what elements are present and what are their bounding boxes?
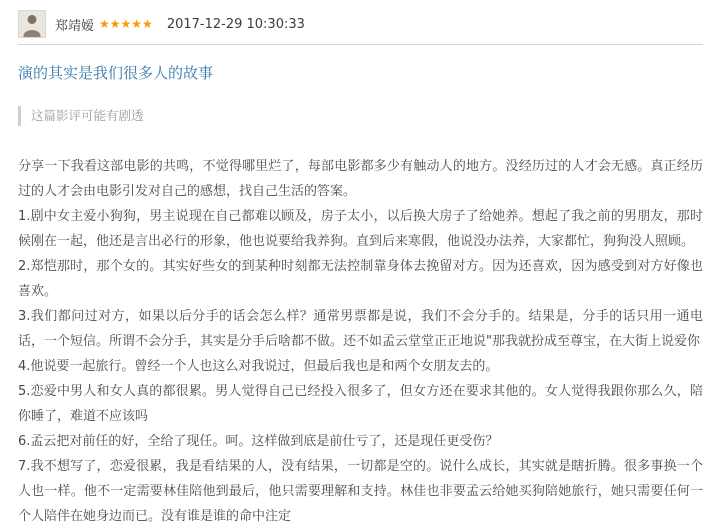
review-paragraph: 7.我不想写了，恋爱很累，我是看结果的人，没有结果，一切都是空的。说什么成长，其实就是瞎折腾。很多事换一个人也一样。他不一定需要林佳陪他到最后，他只需要理解和支持。林佳也非要孟云给她买狗陪她旅行，她只需要任何一个人陪伴在她身边而已。没有谁是谁的命中注定 — [18, 459, 703, 524]
review-title[interactable]: 演的其实是我们很多人的故事 — [18, 64, 214, 82]
review-date: 2017-12-29 10:30:33 — [166, 16, 305, 32]
avatar[interactable] — [18, 10, 46, 38]
review-body — [18, 154, 703, 529]
review-paragraph: 2.郑恺那时，那个女的。其实好些女的到某种时刻都无法控制靠身体去挽留对方。因为还喜欢，因为感受到对方好像也喜欢。 — [18, 259, 703, 299]
review-paragraph: 3.我们都问过对方，如果以后分手的话会怎么样？通常男票都是说，我们不会分手的。结果是，分手的话只用一通电话，一个短信。所谓不会分手，其实是分手后啥都不做。还不如孟云堂堂正正地说"那我就扮成至尊宝，在大街上说爱你 — [18, 309, 703, 349]
avatar-body-shape — [24, 30, 41, 38]
review-paragraph: 4.他说要一起旅行。曾经一个人也这么对我说过，但最后我也是和两个女朋友去的。 — [18, 359, 499, 374]
review-paragraph: 分享一下我看这部电影的共鸣，不觉得哪里烂了，每部电影都多少有触动人的地方。没经历过的人才会无感。真正经历过的人才会由电影引发对自己的感想，找自己生活的答案。 — [18, 159, 703, 199]
rating-stars: ★★★★★ — [99, 17, 153, 31]
review-paragraph: 5.恋爱中男人和女人真的都很累。男人觉得自己已经投入很多了，但女方还在要求其他的。女人觉得我跟你那么久，陪你睡了，难道不应该吗 — [18, 384, 703, 424]
review-paragraph: 6.孟云把对前任的好，全给了现任。呵。这样做到底是前仕亏了，还是现任更受伤？ — [18, 434, 499, 449]
spoiler-notice: 这篇影评可能有剧透 — [18, 106, 703, 126]
review-paragraph: 1.剧中女主爱小狗狗，男主说现在自己都难以顾及，房子太小，以后换大房子了给她养。想起了我之前的男朋友，那时候刚在一起，他还是言出必行的形象，他也说要给我养狗。直到后来寒假，他说没办法养，大家都忙，狗狗没人照顾。 — [18, 209, 703, 249]
author-name[interactable]: 郑靖嫒 — [55, 18, 95, 34]
header-divider — [18, 44, 703, 45]
review-header — [18, 0, 703, 40]
avatar-head-shape — [28, 15, 37, 24]
